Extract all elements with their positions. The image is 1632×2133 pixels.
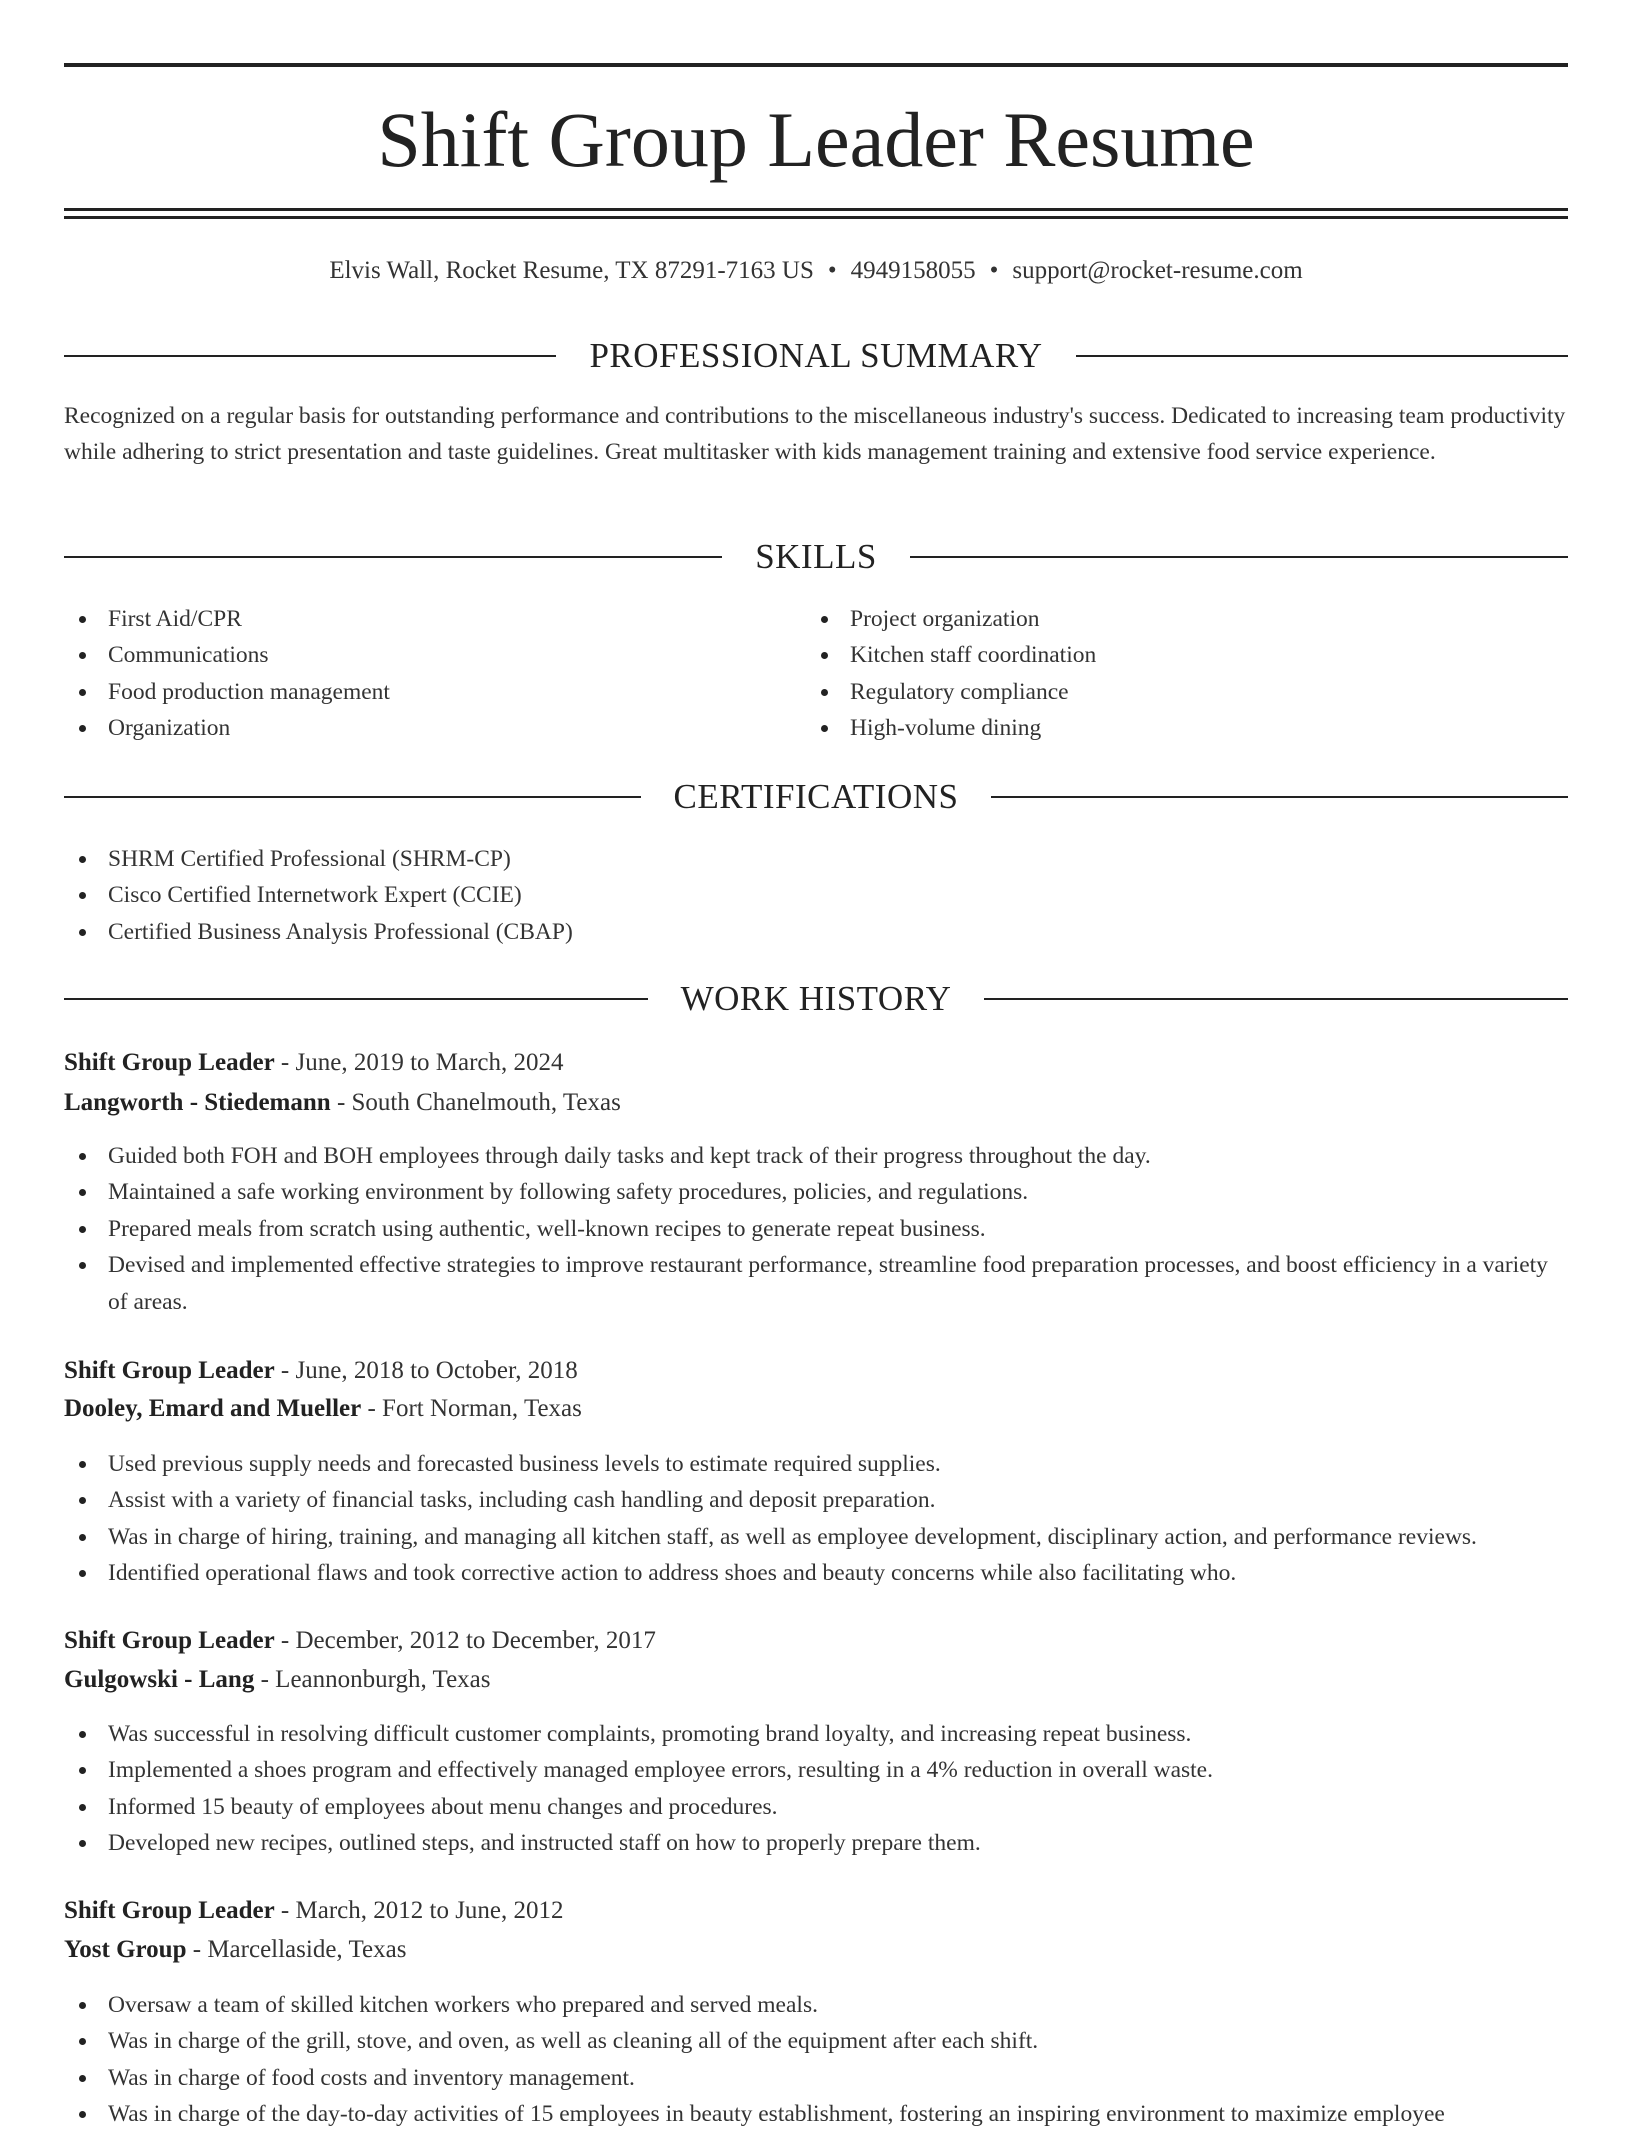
work-history-heading: [64, 977, 1568, 1021]
job-dates: - June, 2019 to March, 2024: [274, 1049, 564, 1076]
contact-separator: •: [989, 257, 999, 284]
certification-item: SHRM Certified Professional (SHRM-CP): [64, 841, 1568, 877]
heading-rule-right: [991, 796, 1568, 798]
title-rule-upper: [64, 208, 1568, 211]
job-bullets: [64, 1446, 1604, 1592]
job-company-line: [64, 1663, 1568, 1697]
heading-rule-right: [1076, 355, 1568, 357]
certifications-heading: [64, 775, 1568, 819]
resume-title: Shift Group Leader Resume: [377, 96, 1255, 183]
job-title-line: [64, 1624, 1568, 1658]
job-bullet: Prepared meals from scratch using authentic, well-known recipes to generate repeat business.: [64, 1211, 1568, 1247]
heading-rule-left: [64, 556, 722, 558]
skills-list-right: [806, 601, 1546, 747]
job-bullets: [64, 1716, 1568, 1862]
summary-text: Recognized on a regular basis for outstanding performance and contributions to the miscellaneous industry's success. Dedicated to increasing team productivity while adhering to strict presentation and taste guidelines. Great multitasker with kids management training and extensive food service experience.: [64, 403, 1566, 465]
title-rule-lower: [64, 216, 1568, 219]
job-bullet: Was in charge of the grill, stove, and oven, as well as cleaning all of the equipment after each shift.: [64, 2023, 1568, 2059]
job-location: - Leannonburgh, Texas: [254, 1666, 491, 1693]
job-bullets: [64, 1138, 1568, 1320]
certifications-list: [64, 841, 1568, 950]
heading-rule-left: [64, 355, 556, 357]
certifications-heading-label: CERTIFICATIONS: [673, 777, 959, 816]
job-bullet: Developed new recipes, outlined steps, and instructed staff on how to properly prepare them.: [64, 1825, 1568, 1861]
job-bullet: Was in charge of hiring, training, and managing all kitchen staff, as well as employee development, disciplinary action, and performance reviews.: [64, 1519, 1604, 1555]
job-bullet: Implemented a shoes program and effectively managed employee errors, resulting in a 4% reduction in overall waste.: [64, 1752, 1568, 1788]
job-bullet: Informed 15 beauty of employees about menu changes and procedures.: [64, 1789, 1568, 1825]
skill-item: Project organization: [806, 601, 1546, 637]
job-title: Shift Group Leader: [64, 1627, 275, 1654]
contact-separator: •: [827, 257, 837, 284]
job-bullet: Oversaw a team of skilled kitchen workers who prepared and served meals.: [64, 1987, 1568, 2023]
heading-rule-right: [910, 556, 1568, 558]
contact-email: support@rocket-resume.com: [1012, 257, 1303, 284]
work-history-heading-label: WORK HISTORY: [680, 979, 952, 1018]
job-bullet: Guided both FOH and BOH employees through daily tasks and kept track of their progress throughout the day.: [64, 1138, 1568, 1174]
job-dates: - March, 2012 to June, 2012: [274, 1897, 564, 1924]
job-bullet: Was successful in resolving difficult customer complaints, promoting brand loyalty, and increasing repeat business.: [64, 1716, 1568, 1752]
job-bullet: Identified operational flaws and took corrective action to address shoes and beauty concerns while also facilitating who.: [64, 1555, 1604, 1591]
job-bullet: Maintained a safe working environment by following safety procedures, policies, and regulations.: [64, 1174, 1568, 1210]
skills-list-left: [64, 601, 804, 747]
job-dates: - June, 2018 to October, 2018: [274, 1357, 578, 1384]
skill-item: Food production management: [64, 674, 804, 710]
job-company: Gulgowski - Lang: [64, 1666, 255, 1693]
heading-rule-right: [984, 998, 1568, 1000]
job-bullet: Used previous supply needs and forecasted business levels to estimate required supplies.: [64, 1446, 1604, 1482]
job-title-line: [64, 1894, 1568, 1928]
contact-line: [64, 254, 1568, 288]
job-title-line: [64, 1046, 1568, 1080]
job-company-line: [64, 1086, 1568, 1120]
skill-item: Kitchen staff coordination: [806, 637, 1546, 673]
top-rule: [64, 63, 1568, 67]
job-company-line: [64, 1392, 1568, 1426]
job-company: Yost Group: [64, 1936, 187, 1963]
job-dates: - December, 2012 to December, 2017: [274, 1627, 656, 1654]
certification-item: Certified Business Analysis Professional (CBAP): [64, 914, 1568, 950]
job-bullets: [64, 1987, 1568, 2133]
job-title: Shift Group Leader: [64, 1357, 275, 1384]
certification-item: Cisco Certified Internetwork Expert (CCIE): [64, 877, 1568, 913]
summary-heading-label: PROFESSIONAL SUMMARY: [589, 336, 1043, 375]
skill-item: First Aid/CPR: [64, 601, 804, 637]
job-company: Langworth - Stiedemann: [64, 1089, 331, 1116]
summary-heading: [64, 334, 1568, 378]
job-bullet: Devised and implemented effective strategies to improve restaurant performance, streamline food preparation processes, and boost efficiency in a variety of areas.: [64, 1247, 1568, 1320]
skills-heading-label: SKILLS: [755, 537, 877, 576]
skill-item: High-volume dining: [806, 710, 1546, 746]
skill-item: Communications: [64, 637, 804, 673]
contact-address: Elvis Wall, Rocket Resume, TX 87291-7163 US: [329, 257, 814, 284]
skills-heading: [64, 535, 1568, 579]
job-title-line: [64, 1354, 1568, 1388]
job-location: - Fort Norman, Texas: [361, 1395, 582, 1422]
skill-item: Regulatory compliance: [806, 674, 1546, 710]
job-bullet: Was in charge of the day-to-day activities of 15 employees in beauty establishment, fostering an inspiring environment to maximize employee: [64, 2096, 1568, 2132]
job-company-line: [64, 1933, 1568, 1967]
job-title: Shift Group Leader: [64, 1897, 275, 1924]
heading-rule-left: [64, 998, 648, 1000]
contact-phone: 4949158055: [850, 257, 976, 284]
job-company: Dooley, Emard and Mueller: [64, 1395, 362, 1422]
skill-item: Organization: [64, 710, 804, 746]
heading-rule-left: [64, 796, 641, 798]
job-bullet: Was in charge of food costs and inventory management.: [64, 2060, 1568, 2096]
job-bullet: Assist with a variety of financial tasks, including cash handling and deposit preparation.: [64, 1482, 1604, 1518]
job-title: Shift Group Leader: [64, 1049, 275, 1076]
job-location: - Marcellaside, Texas: [186, 1936, 407, 1963]
job-location: - South Chanelmouth, Texas: [330, 1089, 621, 1116]
